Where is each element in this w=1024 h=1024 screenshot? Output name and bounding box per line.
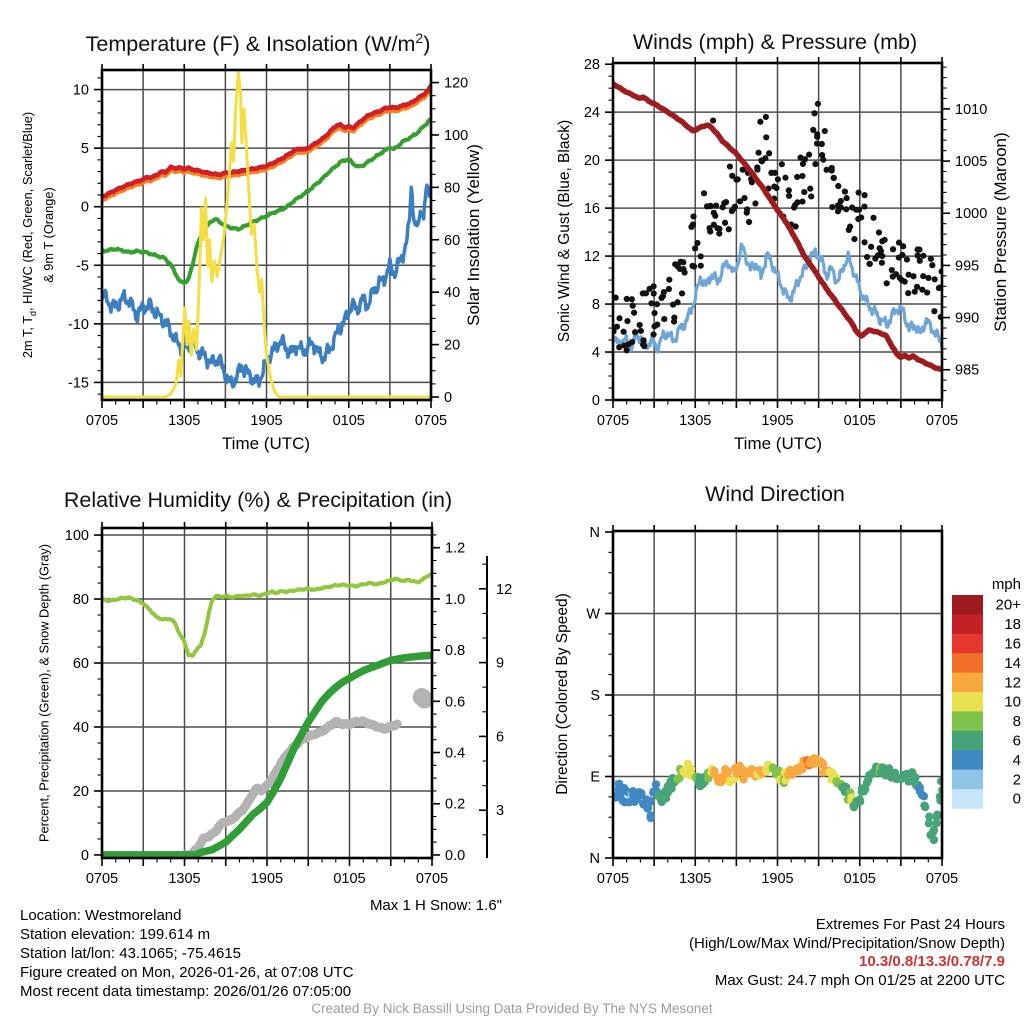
svg-text:9: 9 <box>496 655 505 672</box>
svg-text:1305: 1305 <box>679 871 712 887</box>
svg-text:0: 0 <box>591 393 600 409</box>
svg-text:8: 8 <box>1012 713 1021 731</box>
svg-text:0705: 0705 <box>415 871 449 887</box>
svg-text:1305: 1305 <box>168 413 201 429</box>
svg-text:3: 3 <box>496 803 505 820</box>
chart-wind-direction <box>586 525 1021 887</box>
series-snow-depth <box>102 721 397 858</box>
svg-text:6: 6 <box>496 729 505 746</box>
svg-text:1.0: 1.0 <box>445 591 466 608</box>
svg-text:0705: 0705 <box>925 871 959 887</box>
svg-text:0105: 0105 <box>332 413 365 429</box>
chart-winds-title: Winds (mph) & Pressure (mb) <box>632 30 918 54</box>
svg-text:0: 0 <box>80 847 89 864</box>
svg-text:8: 8 <box>591 297 600 314</box>
chart-temp-ylabel-right: Solar Insolation (Yellow) <box>464 144 483 326</box>
svg-text:0705: 0705 <box>596 871 630 887</box>
svg-text:1905: 1905 <box>761 413 794 429</box>
svg-text:1.2: 1.2 <box>445 540 466 557</box>
chart-rh-ylabel-left: Percent, Precipitation (Green), & Snow Depth (Gray) <box>36 543 52 843</box>
station-elevation: Station elevation: 199.614 m <box>20 926 211 943</box>
svg-text:0: 0 <box>80 199 89 216</box>
svg-text:16: 16 <box>583 201 600 218</box>
svg-text:0705: 0705 <box>596 413 630 429</box>
svg-text:24: 24 <box>583 105 600 122</box>
chart-winddir-ylabel-left: Direction (Colored By Speed) <box>554 593 571 795</box>
svg-text:0705: 0705 <box>414 413 448 429</box>
speed-colorbar <box>952 576 1021 809</box>
svg-text:0105: 0105 <box>843 871 876 887</box>
svg-text:1905: 1905 <box>250 413 283 429</box>
svg-text:5: 5 <box>80 141 89 158</box>
svg-text:100: 100 <box>444 127 469 144</box>
svg-text:N: N <box>589 851 600 867</box>
svg-text:1005: 1005 <box>955 154 988 171</box>
svg-text:N: N <box>589 524 600 541</box>
svg-text:1305: 1305 <box>679 413 712 429</box>
svg-text:1905: 1905 <box>761 871 794 887</box>
svg-text:W: W <box>586 606 600 623</box>
svg-text:0705: 0705 <box>85 413 119 429</box>
svg-text:0105: 0105 <box>333 871 366 887</box>
svg-text:0.2: 0.2 <box>445 796 466 813</box>
extremes-values: 10.3/0.8/13.3/0.78/7.9 <box>859 953 1005 971</box>
station-location: Location: Westmoreland <box>20 907 182 924</box>
svg-text:995: 995 <box>955 258 980 275</box>
svg-text:16: 16 <box>1004 635 1021 653</box>
svg-text:40: 40 <box>72 719 89 736</box>
station-latlon: Station lat/lon: 43.1065; -75.4615 <box>20 945 242 962</box>
svg-text:120: 120 <box>444 75 469 92</box>
svg-text:12: 12 <box>1004 674 1021 692</box>
chart-rh-title: Relative Humidity (%) & Precipitation (in) <box>63 488 453 512</box>
svg-text:20: 20 <box>72 783 89 800</box>
svg-text:mph: mph <box>991 576 1021 593</box>
wind-direction-ticks <box>586 525 958 887</box>
svg-text:10: 10 <box>1004 693 1021 711</box>
wind-direction-grid <box>613 531 942 858</box>
chart-winddir-title: Wind Direction <box>705 482 845 506</box>
svg-text:40: 40 <box>444 285 461 302</box>
svg-text:20+: 20+ <box>995 596 1021 614</box>
svg-text:0705: 0705 <box>925 413 959 429</box>
chart-temp-title: Temperature (F) & Insolation $(W/m^2)$ <box>85 30 431 57</box>
svg-text:60: 60 <box>444 232 461 249</box>
chart-winds-ylabel-left: Sonic Wind & Gust (Blue, Black) <box>556 119 573 343</box>
chart-temp-insolation <box>68 64 468 429</box>
credit-line: Created By Nick Bassill Using Data Provided By The NYS Mesonet <box>311 1001 713 1016</box>
svg-text:80: 80 <box>444 180 461 197</box>
figure-created: Figure created on Mon, 2026-01-26, at 07:08 UTC <box>20 964 354 981</box>
svg-text:0.6: 0.6 <box>445 694 466 711</box>
chart-winds-pressure <box>584 57 987 429</box>
chart-temp-ylabel-left: 2m T, $T_d$, HI/WC (Red, Green, Scarlet/Blue) & 9m T (Orange) <box>20 111 56 359</box>
svg-text:0.4: 0.4 <box>445 745 466 762</box>
svg-text:-5: -5 <box>76 258 89 275</box>
svg-text:4: 4 <box>591 345 600 362</box>
svg-text:20: 20 <box>444 337 461 354</box>
svg-text:1010: 1010 <box>955 101 988 118</box>
rh-precip-ticks <box>65 522 512 887</box>
svg-text:1000: 1000 <box>955 206 988 223</box>
svg-text:20: 20 <box>583 153 600 170</box>
max-gust: Max Gust: 24.7 mph On 01/25 at 2200 UTC <box>714 972 1005 990</box>
extremes-heading: Extremes For Past 24 Hours <box>815 916 1005 933</box>
svg-text:0705: 0705 <box>85 871 119 887</box>
svg-text:-10: -10 <box>68 316 89 333</box>
svg-text:100: 100 <box>64 528 89 545</box>
svg-text:12: 12 <box>496 581 513 598</box>
svg-text:0105: 0105 <box>843 413 876 429</box>
svg-text:-15: -15 <box>68 375 89 392</box>
svg-text:80: 80 <box>72 592 89 609</box>
svg-text:14: 14 <box>1004 654 1021 672</box>
chart-winds-ylabel-right: Station Pressure (Maroon) <box>991 132 1010 332</box>
svg-text:E: E <box>590 769 600 786</box>
svg-text:0.8: 0.8 <box>445 643 466 660</box>
svg-text:S: S <box>590 687 600 704</box>
svg-text:1905: 1905 <box>250 871 284 887</box>
extremes-block <box>689 916 1005 991</box>
svg-text:60: 60 <box>72 656 89 673</box>
svg-text:28: 28 <box>583 57 600 74</box>
svg-text:990: 990 <box>955 310 980 327</box>
temp-insolation-ticks <box>68 64 468 429</box>
extremes-subheading: (High/Low/Max Wind/Precipitation/Snow Depth) <box>689 934 1005 952</box>
svg-text:0: 0 <box>1012 790 1021 808</box>
svg-text:12: 12 <box>583 249 600 266</box>
svg-text:0.0: 0.0 <box>445 847 466 864</box>
recent-timestamp: Most recent data timestamp: 2026/01/26 07:05:00 <box>20 983 352 1000</box>
svg-text:1305: 1305 <box>168 871 201 887</box>
chart-temp-xlabel: Time (UTC) <box>221 434 311 453</box>
svg-text:4: 4 <box>1012 751 1021 769</box>
series-snow-depth-late <box>413 688 434 708</box>
svg-text:10: 10 <box>72 82 89 99</box>
svg-text:18: 18 <box>1004 616 1021 634</box>
rh-precip-grid <box>102 528 432 858</box>
svg-text:985: 985 <box>955 362 980 379</box>
svg-text:6: 6 <box>1012 732 1021 750</box>
svg-text:0: 0 <box>444 389 453 406</box>
chart-rh-precip <box>65 522 512 887</box>
chart-winds-xlabel: Time (UTC) <box>733 434 823 453</box>
svg-text:2: 2 <box>1012 771 1021 789</box>
station-info <box>20 906 354 1001</box>
max-hourly-snow: Max 1 H Snow: 1.6" <box>369 897 502 914</box>
